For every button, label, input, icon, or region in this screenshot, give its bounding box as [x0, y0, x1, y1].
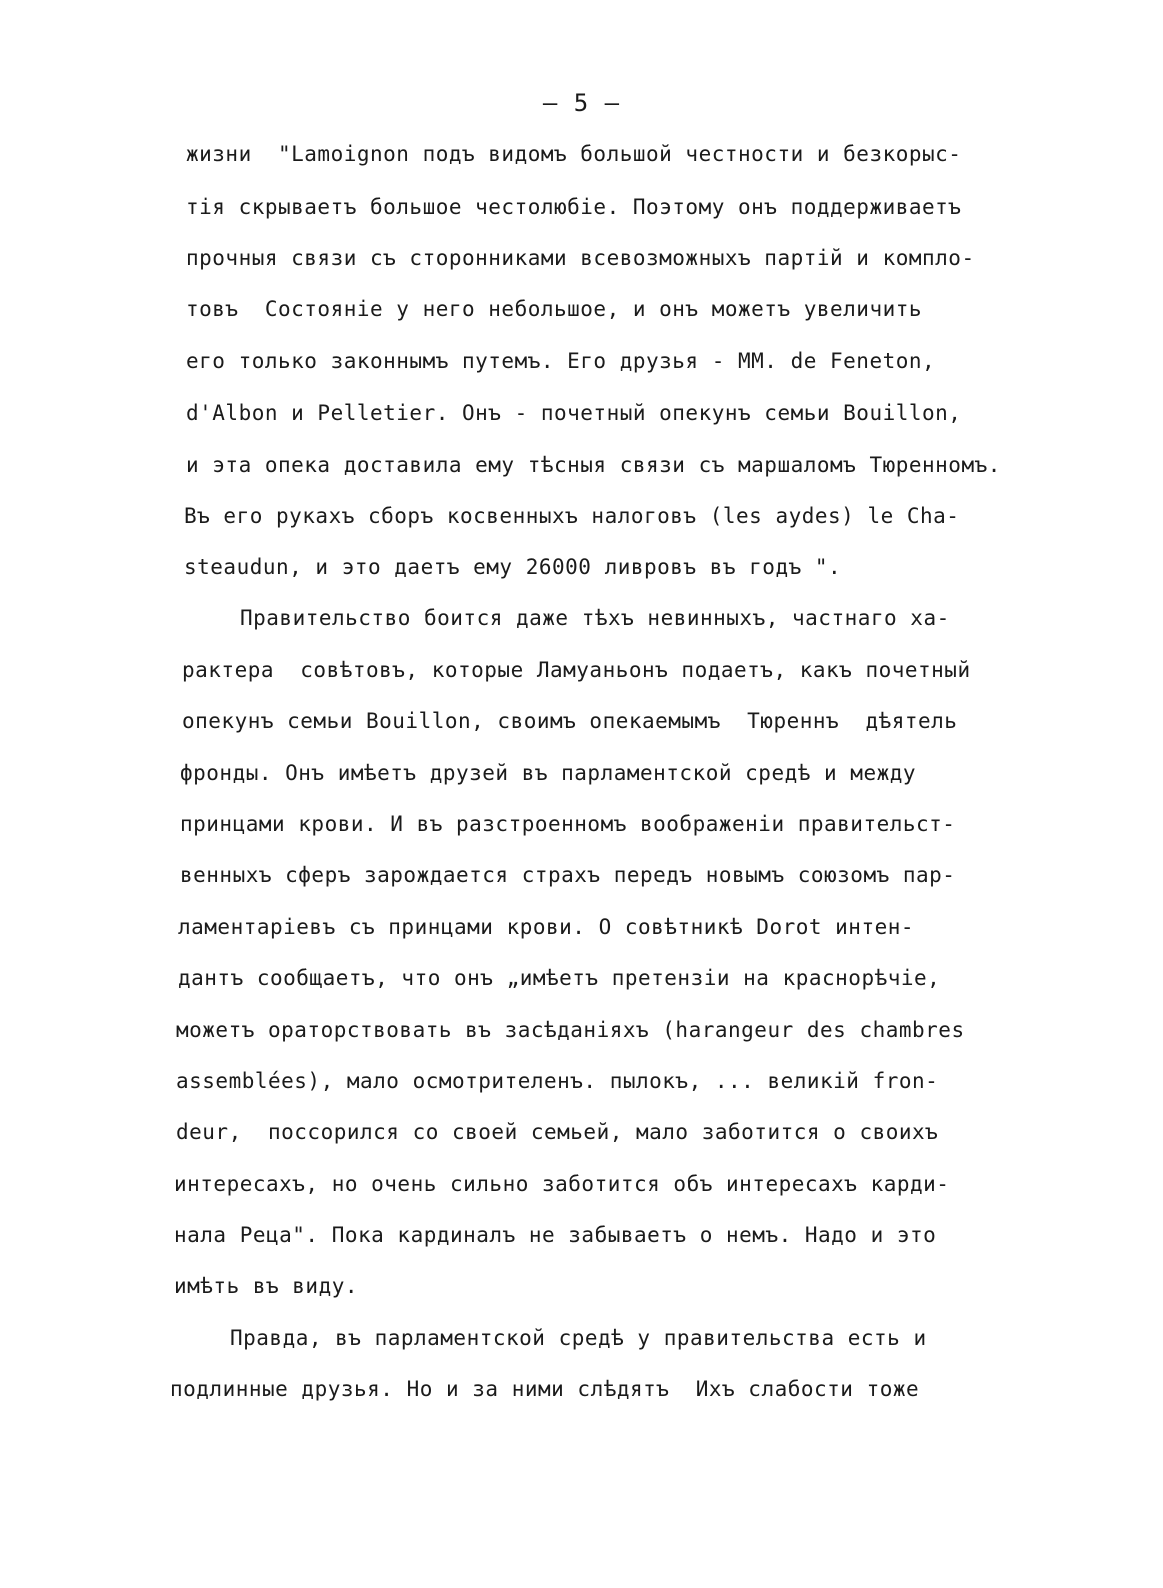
text-line-20: deur, поссорился со своей семьей, мало заботится о своихъ [176, 1120, 939, 1144]
text-line-14: принцами крови. И въ разстроенномъ воображеніи правительст- [180, 812, 956, 836]
text-line-7: и эта опека доставила ему тѣсныя связи съ маршаломъ Тюренномъ. [186, 453, 1001, 477]
text-line-6: d'Albon и Pelletier. Онъ - почетный опекунъ семьи Bouillon, [186, 401, 962, 425]
text-line-1: жизни "Lamoignon подъ видомъ большой честности и безкорыс- [186, 142, 962, 166]
text-line-5: его только законнымъ путемъ. Его друзья - ММ. de Feneton, [186, 349, 936, 373]
text-line-11: рактера совѣтовъ, которые Ламуаньонъ подаетъ, какъ почетный [182, 658, 971, 682]
text-line-15: венныхъ сферъ зарождается страхъ передъ новымъ союзомъ пар- [180, 863, 956, 887]
text-line-22: нала Реца". Пока кардиналъ не забываетъ о немъ. Надо и это [174, 1223, 937, 1247]
text-line-16: ламентаріевъ съ принцами крови. О совѣтникѣ Dorot интен- [178, 915, 915, 939]
text-line-19: assemblées), мало осмотрителенъ. пылокъ, ... великій fron- [176, 1069, 939, 1093]
text-line-21: интересахъ, но очень сильно заботится объ интересахъ карди- [174, 1172, 950, 1196]
text-line-9: steaudun, и это даетъ ему 26000 ливровъ въ годъ ". [184, 555, 842, 579]
text-line-3: прочныя связи съ сторонниками всевозможныхъ партій и компло- [186, 246, 975, 270]
text-line-17: дантъ сообщаетъ, что онъ „имѣетъ претензіи на краснорѣчіе, [178, 966, 941, 990]
text-line-2: тія скрываетъ большое честолюбіе. Поэтому онъ поддерживаетъ [186, 195, 962, 219]
text-line-23: имѣть въ виду. [174, 1274, 359, 1298]
text-line-12: опекунъ семьи Bouillon, своимъ опекаемымъ Тюреннъ дѣятель [182, 709, 958, 733]
text-line-8: Въ его рукахъ сборъ косвенныхъ налоговъ (les aydes) le Cha- [184, 504, 960, 528]
text-line-25: подлинные друзья. Но и за ними слѣдятъ Ихъ слабости тоже [170, 1377, 920, 1401]
text-line-10: Правительство боится даже тѣхъ невинныхъ, частнаго ха- [240, 606, 950, 630]
text-line-4: товъ Состояніе у него небольшое, и онъ можетъ увеличить [186, 297, 923, 321]
text-line-13: фронды. Онъ имѣетъ друзей въ парламентской средѣ и между [180, 761, 917, 785]
text-line-18: можетъ ораторствовать въ засѣданіяхъ (harangeur des chambres [176, 1018, 965, 1042]
page-number: — 5 — [542, 89, 621, 117]
text-line-24: Правда, въ парламентской средѣ у правительства есть и [230, 1326, 927, 1350]
